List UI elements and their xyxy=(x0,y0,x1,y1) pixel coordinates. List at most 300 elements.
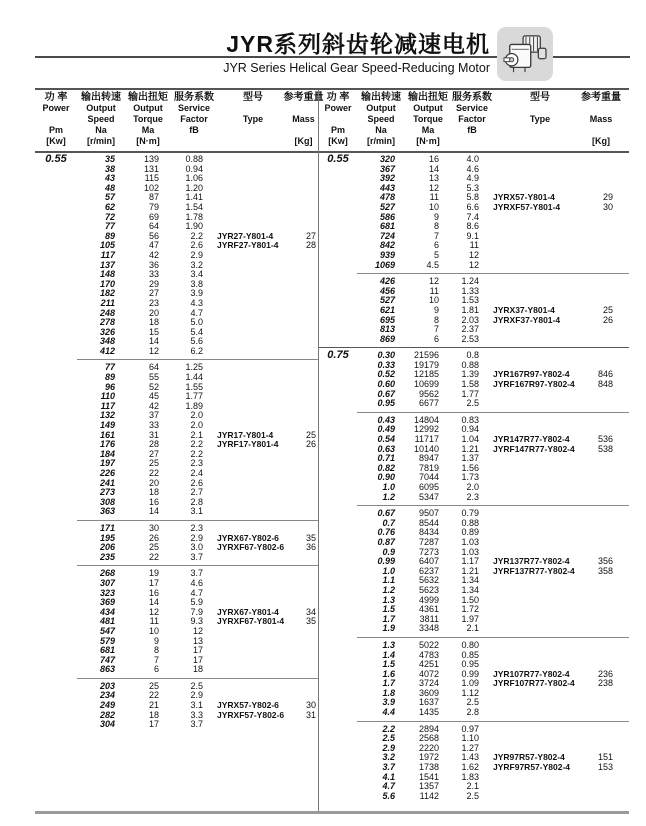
cell-type xyxy=(217,363,289,373)
cell-power xyxy=(319,753,357,763)
column-header-line: fB xyxy=(467,125,477,135)
cell-mass xyxy=(587,615,615,625)
cell-speed: 203 xyxy=(99,680,115,691)
column-header-line: Type xyxy=(242,114,264,124)
spec-row xyxy=(35,363,318,373)
cell-torque: 3609 xyxy=(418,687,439,698)
cell-speed: 1.3 xyxy=(382,639,395,650)
cell-torque: 52 xyxy=(148,381,159,392)
column-header-line xyxy=(252,136,255,147)
cell-factor: 2.37 xyxy=(461,324,479,335)
cell-torque: 14 xyxy=(148,506,159,517)
cell-torque: 8 xyxy=(153,645,159,656)
cell-speed: 278 xyxy=(99,317,115,328)
cell-power xyxy=(35,543,77,553)
cell-factor: 1.25 xyxy=(185,362,203,373)
cell-mass xyxy=(587,689,615,699)
cell-speed: 1.2 xyxy=(382,491,395,502)
cell-type xyxy=(217,383,289,393)
cell-power xyxy=(35,309,77,319)
cell-power xyxy=(35,318,77,328)
cell-mass xyxy=(289,261,318,271)
cell-mass xyxy=(587,399,615,409)
cell-type xyxy=(493,538,587,548)
cell-torque: 27 xyxy=(148,448,159,459)
cell-power xyxy=(35,328,77,338)
cell-torque: 6 xyxy=(433,240,439,251)
cell-speed: 1.0 xyxy=(382,565,395,576)
cell-factor: 7.4 xyxy=(466,211,479,222)
cell-type xyxy=(493,261,587,271)
cell-power xyxy=(319,538,357,548)
cell-factor: 11 xyxy=(469,240,479,251)
cell-factor: 2.1 xyxy=(466,781,479,792)
cell-speed: 0.52 xyxy=(377,369,395,380)
cell-speed: 0.43 xyxy=(377,414,395,425)
cell-type xyxy=(217,488,289,498)
column-header-line: 功 率 xyxy=(326,92,350,103)
cell-mass xyxy=(587,605,615,615)
cell-type xyxy=(493,287,587,297)
cell-speed: 1.0 xyxy=(382,482,395,492)
cell-mass xyxy=(289,589,318,599)
cell-mass xyxy=(289,488,318,498)
cell-factor: 13 xyxy=(192,635,203,646)
cell-torque: 23 xyxy=(148,297,159,308)
cell-torque: 131 xyxy=(143,163,159,174)
cell-mass xyxy=(587,222,615,232)
cell-speed: 3.7 xyxy=(382,762,395,773)
cell-factor: 5.4 xyxy=(190,326,203,337)
spec-row xyxy=(35,193,318,203)
cell-type xyxy=(217,469,289,479)
cell-power xyxy=(319,251,357,261)
cell-mass xyxy=(289,193,318,203)
cell-type xyxy=(217,213,289,223)
cell-power xyxy=(319,193,357,203)
cell-torque: 10699 xyxy=(413,379,439,390)
column-header-line: Pm xyxy=(48,125,63,135)
cell-speed: 48 xyxy=(104,182,115,193)
cell-type xyxy=(493,624,587,634)
cell-type xyxy=(493,399,587,409)
cell-factor: 3.4 xyxy=(190,269,203,280)
cell-type xyxy=(217,373,289,383)
cell-power xyxy=(35,222,77,232)
cell-type xyxy=(493,335,587,345)
cell-factor: 1.83 xyxy=(461,771,479,782)
cell-mass xyxy=(289,184,318,194)
cell-factor: 4.7 xyxy=(190,587,203,598)
cell-torque: 12 xyxy=(148,345,159,356)
cell-type xyxy=(493,651,587,661)
cell-speed: 4.7 xyxy=(382,781,395,792)
column-header-line: Power xyxy=(324,103,352,113)
spec-row xyxy=(319,792,629,802)
cell-speed: 304 xyxy=(99,719,115,730)
cell-torque: 27 xyxy=(148,288,159,299)
cell-torque: 9 xyxy=(433,211,439,222)
cell-mass: 28 xyxy=(305,240,316,251)
cell-torque: 25 xyxy=(148,542,159,553)
cell-factor: 3.9 xyxy=(190,288,203,299)
column-header-line: Power xyxy=(42,103,70,113)
cell-mass xyxy=(587,725,615,735)
cell-power xyxy=(319,416,357,426)
cell-speed: 170 xyxy=(99,278,115,289)
column-header-line xyxy=(539,103,542,114)
spec-row xyxy=(35,203,318,213)
cell-speed: 1.8 xyxy=(382,687,395,698)
cell-power xyxy=(319,399,357,409)
spec-group xyxy=(319,351,629,409)
cell-factor: 2.4 xyxy=(190,468,203,478)
spec-group xyxy=(35,569,318,675)
cell-power xyxy=(35,656,77,666)
cell-mass xyxy=(587,473,615,483)
cell-factor: 0.94 xyxy=(185,163,203,174)
cell-speed: 2.9 xyxy=(382,742,395,753)
spec-row xyxy=(35,213,318,223)
cell-torque: 7287 xyxy=(418,536,439,547)
cell-power xyxy=(35,479,77,489)
column-header-1 xyxy=(77,92,125,151)
cell-factor: 0.89 xyxy=(461,527,479,538)
cell-speed: 1.1 xyxy=(382,575,395,586)
column-header-5 xyxy=(581,92,621,151)
cell-power xyxy=(319,624,357,634)
spec-row xyxy=(35,309,318,319)
cell-mass xyxy=(289,637,318,647)
cell-type: JYRXF57-Y801-4 xyxy=(493,201,561,212)
spec-row xyxy=(319,335,629,345)
cell-factor: 2.5 xyxy=(466,790,479,801)
column-header-line: Type xyxy=(529,114,551,124)
cell-mass: 29 xyxy=(602,192,613,203)
cell-mass xyxy=(587,454,615,464)
cell-power xyxy=(35,241,77,251)
spec-row xyxy=(319,624,629,634)
column-header-1 xyxy=(357,92,405,151)
spec-group xyxy=(35,155,318,356)
cell-speed: 681 xyxy=(99,645,115,656)
cell-torque: 10 xyxy=(428,201,439,212)
cell-mass xyxy=(587,792,615,802)
cell-torque: 22 xyxy=(148,468,159,478)
cell-type xyxy=(493,390,587,400)
cell-power xyxy=(319,435,357,445)
column-header-line: Torque xyxy=(133,114,163,124)
column-header-line xyxy=(302,125,305,136)
cell-power xyxy=(35,691,77,701)
cell-torque: 9 xyxy=(153,635,159,646)
cell-type: JYRX67-Y802-6 xyxy=(217,532,279,543)
cell-torque: 4072 xyxy=(418,668,439,679)
cell-power xyxy=(319,528,357,538)
cell-speed: 62 xyxy=(104,201,115,212)
cell-speed: 0.67 xyxy=(377,388,395,399)
cell-type xyxy=(493,165,587,175)
cell-mass: 153 xyxy=(597,762,613,773)
cell-mass: 30 xyxy=(305,700,316,711)
cell-speed: 434 xyxy=(99,606,115,617)
cell-type xyxy=(493,473,587,483)
cell-power xyxy=(35,421,77,431)
cell-speed: 226 xyxy=(99,468,115,478)
spec-table xyxy=(35,88,629,814)
cell-mass xyxy=(587,213,615,223)
cell-torque: 7 xyxy=(433,230,439,241)
column-header-line: Output xyxy=(86,103,116,113)
cell-speed: 268 xyxy=(99,568,115,579)
cell-power xyxy=(35,459,77,469)
cell-speed: 0.7 xyxy=(382,517,395,528)
cell-factor: 2.8 xyxy=(466,707,479,718)
cell-power xyxy=(319,576,357,586)
column-header-line: 服务系数 xyxy=(174,92,214,103)
cell-power xyxy=(319,557,357,567)
spec-row xyxy=(35,488,318,498)
cell-speed: 348 xyxy=(99,336,115,347)
cell-torque: 31 xyxy=(148,429,159,440)
cell-type xyxy=(493,351,587,361)
cell-power xyxy=(35,383,77,393)
spec-group xyxy=(35,524,318,562)
cell-mass xyxy=(289,347,318,357)
cell-mass: 35 xyxy=(305,616,316,627)
cell-speed: 117 xyxy=(100,249,115,260)
cell-speed: 681 xyxy=(379,221,395,232)
cell-torque: 7044 xyxy=(418,472,439,483)
cell-torque: 10 xyxy=(148,625,159,636)
cell-torque: 14 xyxy=(428,163,439,174)
cell-torque: 30 xyxy=(148,522,159,533)
cell-type xyxy=(217,459,289,469)
cell-speed: 235 xyxy=(99,551,115,562)
column-header-2 xyxy=(125,92,171,151)
cell-mass xyxy=(289,579,318,589)
cell-torque: 55 xyxy=(148,372,159,383)
cell-power xyxy=(35,280,77,290)
cell-type: JYRF107R77-Y802-4 xyxy=(493,678,575,689)
cell-mass xyxy=(587,493,615,503)
spec-row xyxy=(35,682,318,692)
cell-mass xyxy=(587,519,615,529)
cell-speed: 96 xyxy=(104,381,115,392)
column-header-line: [r/min] xyxy=(87,136,115,146)
cell-type xyxy=(217,720,289,730)
cell-torque: 6677 xyxy=(418,398,439,409)
cell-power xyxy=(35,524,77,534)
column-header-line: Torque xyxy=(413,114,443,124)
column-header-line: 输出转速 xyxy=(81,92,121,103)
spec-row xyxy=(35,241,318,251)
cell-mass: 35 xyxy=(305,532,316,543)
cell-factor: 2.0 xyxy=(190,410,203,421)
cell-type xyxy=(493,416,587,426)
cell-type xyxy=(217,553,289,563)
cell-type xyxy=(493,155,587,165)
spec-row xyxy=(35,507,318,517)
cell-torque: 14 xyxy=(148,597,159,608)
column-header-line: Pm xyxy=(330,125,345,135)
spec-row xyxy=(35,174,318,184)
cell-power xyxy=(319,165,357,175)
cell-type xyxy=(493,782,587,792)
spec-row xyxy=(35,165,318,175)
cell-type xyxy=(493,576,587,586)
cell-power xyxy=(35,232,77,242)
cell-power xyxy=(35,193,77,203)
cell-torque: 69 xyxy=(148,211,159,222)
cell-power xyxy=(35,682,77,692)
cell-mass xyxy=(587,165,615,175)
column-header-line: 服务系数 xyxy=(452,92,492,103)
group-separator xyxy=(357,505,629,506)
cell-mass: 236 xyxy=(597,668,613,679)
cell-torque: 12 xyxy=(428,182,439,193)
cell-mass: 356 xyxy=(597,556,613,567)
cell-power xyxy=(319,473,357,483)
cell-type xyxy=(217,155,289,165)
cell-mass xyxy=(587,576,615,586)
cell-mass xyxy=(289,411,318,421)
column-header-line: [r/min] xyxy=(367,136,395,146)
cell-type: JYRF27-Y801-4 xyxy=(217,240,279,251)
cell-power xyxy=(35,251,77,261)
cell-type xyxy=(493,698,587,708)
cell-torque: 47 xyxy=(148,240,159,251)
column-header-0 xyxy=(319,92,357,151)
group-separator xyxy=(77,520,318,521)
spec-row xyxy=(35,373,318,383)
spec-row xyxy=(35,665,318,675)
column-header-line: Ma xyxy=(421,125,435,135)
cell-torque: 14804 xyxy=(413,414,439,425)
cell-type xyxy=(493,528,587,538)
cell-power xyxy=(319,509,357,519)
cell-factor: 2.0 xyxy=(466,482,479,492)
column-header-line xyxy=(600,125,603,136)
cell-speed: 0.33 xyxy=(377,359,395,370)
cell-type xyxy=(493,725,587,735)
cell-power xyxy=(319,773,357,783)
cell-speed: 320 xyxy=(379,154,395,164)
cell-type xyxy=(217,665,289,675)
cell-type xyxy=(217,498,289,508)
cell-power xyxy=(35,507,77,517)
cell-speed: 747 xyxy=(99,654,115,665)
cell-factor: 6.2 xyxy=(190,345,203,356)
cell-type: JYRF167R97-Y802-4 xyxy=(493,379,575,390)
spec-row xyxy=(35,411,318,421)
cell-power xyxy=(319,261,357,271)
cell-mass xyxy=(289,280,318,290)
group-separator xyxy=(77,678,318,679)
column-header-line xyxy=(252,103,255,114)
cell-mass xyxy=(289,270,318,280)
cell-speed: 1.7 xyxy=(382,678,395,689)
cell-factor: 1.77 xyxy=(461,388,479,399)
cell-speed: 72 xyxy=(104,211,115,222)
cell-power xyxy=(319,325,357,335)
cell-factor: 1.06 xyxy=(185,173,203,184)
cell-power xyxy=(35,569,77,579)
cell-power xyxy=(35,392,77,402)
cell-mass xyxy=(289,318,318,328)
cell-type xyxy=(493,213,587,223)
cell-factor: 3.0 xyxy=(190,542,203,553)
cell-type xyxy=(493,454,587,464)
column-header-line: 输出转速 xyxy=(361,92,401,103)
cell-speed: 0.87 xyxy=(377,536,395,547)
cell-type xyxy=(217,299,289,309)
cell-torque: 9562 xyxy=(418,388,439,399)
cell-factor: 3.3 xyxy=(190,709,203,720)
column-header-line: 型号 xyxy=(530,92,550,103)
cell-speed: 326 xyxy=(99,326,115,337)
cell-factor: 3.7 xyxy=(190,551,203,562)
cell-factor: 1.55 xyxy=(185,381,203,392)
cell-speed: 1069 xyxy=(374,259,395,270)
cell-speed: 211 xyxy=(100,297,115,308)
cell-type xyxy=(493,325,587,335)
cell-type xyxy=(217,309,289,319)
cell-mass xyxy=(289,213,318,223)
column-header-line xyxy=(302,103,305,114)
cell-mass xyxy=(289,392,318,402)
cell-speed: 38 xyxy=(104,163,115,174)
cell-factor: 1.53 xyxy=(461,295,479,306)
cell-type xyxy=(217,261,289,271)
cell-type xyxy=(493,596,587,606)
cell-torque: 4251 xyxy=(418,659,439,670)
cell-torque: 12185 xyxy=(413,369,439,380)
cell-speed: 89 xyxy=(104,230,115,241)
cell-mass: 26 xyxy=(305,439,316,450)
cell-power xyxy=(319,679,357,689)
cell-factor: 4.6 xyxy=(466,163,479,174)
spec-row xyxy=(35,402,318,412)
cell-type xyxy=(493,586,587,596)
cell-factor: 6.6 xyxy=(466,201,479,212)
spec-row xyxy=(35,337,318,347)
cell-mass xyxy=(289,165,318,175)
cell-mass xyxy=(587,251,615,261)
spec-row xyxy=(35,646,318,656)
cell-torque: 102 xyxy=(143,182,159,193)
spec-row xyxy=(35,251,318,261)
cell-factor: 1.34 xyxy=(461,584,479,595)
cell-mass: 25 xyxy=(305,429,316,440)
spec-row xyxy=(35,280,318,290)
cell-speed: 547 xyxy=(99,625,115,636)
cell-mass xyxy=(587,528,615,538)
cell-mass xyxy=(587,708,615,718)
cell-torque: 1357 xyxy=(418,781,439,792)
column-header-line xyxy=(337,114,340,125)
cell-factor: 1.39 xyxy=(461,369,479,380)
cell-factor: 2.3 xyxy=(466,491,479,502)
column-header-line xyxy=(471,136,474,147)
cell-factor: 2.3 xyxy=(190,522,203,533)
cell-torque: 5022 xyxy=(418,639,439,650)
cell-torque: 79 xyxy=(148,201,159,212)
cell-speed: 110 xyxy=(100,391,115,402)
cell-power xyxy=(319,316,357,326)
cell-mass xyxy=(289,498,318,508)
cell-torque: 7819 xyxy=(418,462,439,473)
